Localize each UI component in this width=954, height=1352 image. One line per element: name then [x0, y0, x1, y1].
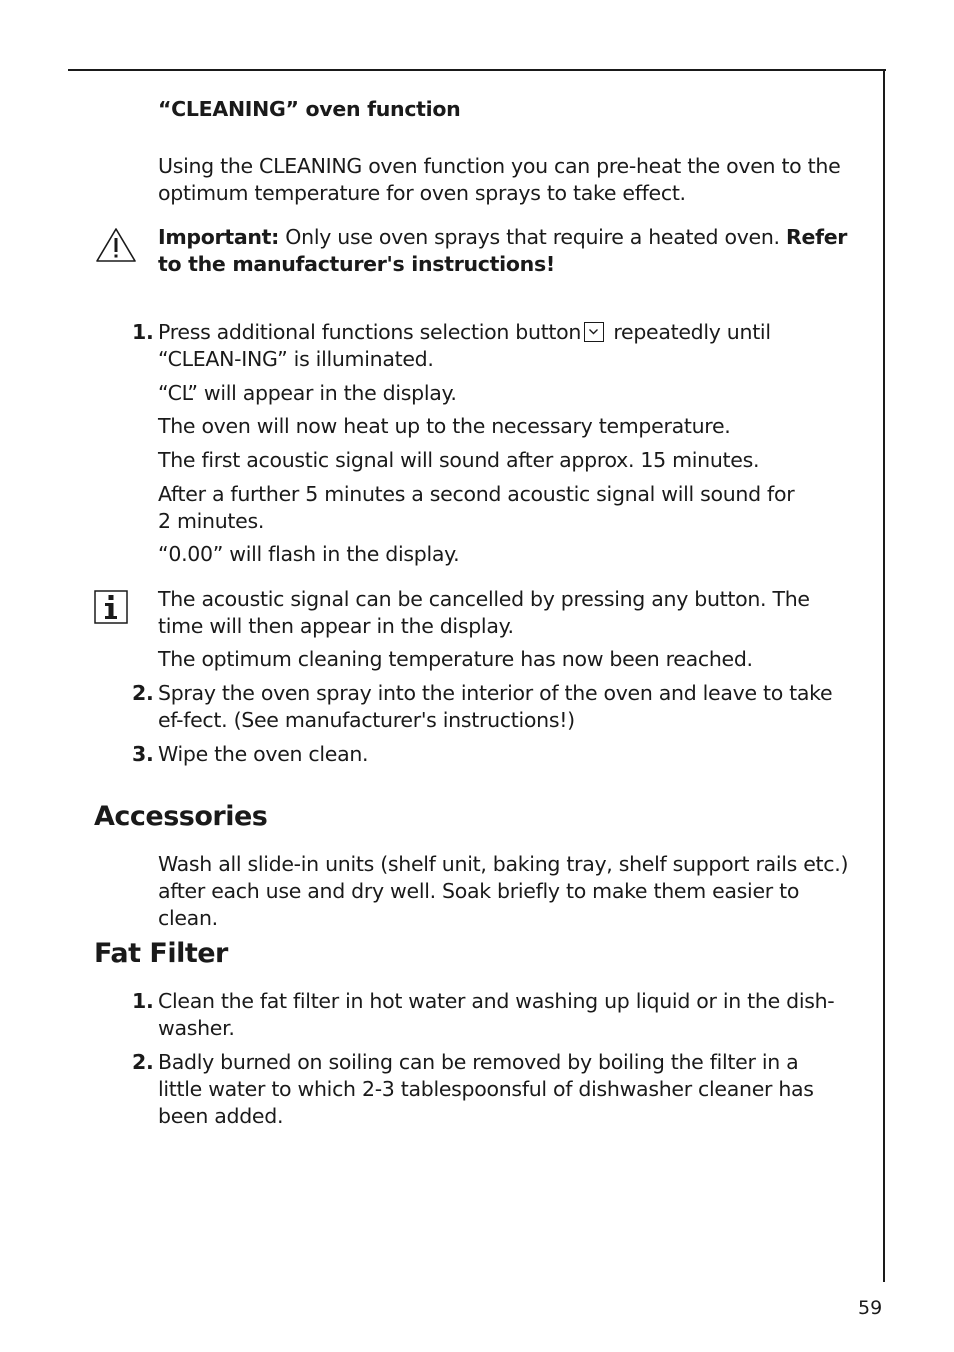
- warning-bold: Refer to the manufacturer's instructions!: [158, 225, 848, 276]
- step1-line6: “0.00” will flash in the display.: [158, 542, 460, 566]
- step1-line2: “CL” will appear in the display.: [158, 381, 457, 405]
- warning-text: Only use oven sprays that require a heated oven.: [279, 225, 786, 249]
- chevron-down-icon: [584, 322, 604, 342]
- info-line2: The optimum cleaning temperature has now been reached.: [158, 647, 753, 671]
- warning-label: Important:: [158, 225, 280, 249]
- page-number: 59: [858, 1297, 883, 1319]
- step1-line4: The first acoustic signal will sound after approx. 15 minutes.: [158, 448, 760, 472]
- top-rule: [68, 69, 886, 71]
- fat-filter-step2: Badly burned on soiling can be removed by boiling the filter in a little water to which 2-3 tablespoonsful of dishwasher cleaner has been added.: [158, 1050, 814, 1128]
- cleaning-title: “CLEANING” oven function: [158, 97, 461, 121]
- step2-text: Spray the oven spray into the interior of the oven and leave to take ef-fect. (See manufacturer's instructions!): [158, 681, 833, 732]
- step1-line3: The oven will now heat up to the necessary temperature.: [158, 414, 731, 438]
- step1-text-b: repeatedly until “CLEAN-ING” is illuminated.: [158, 320, 771, 371]
- step1-text-a: Press additional functions selection button: [158, 320, 582, 344]
- step-number: 1.: [132, 989, 154, 1013]
- step1-text: [158, 319, 860, 373]
- step-number: 2.: [132, 681, 154, 705]
- step3-text: Wipe the oven clean.: [158, 742, 369, 766]
- warning-triangle-icon: [94, 226, 138, 264]
- fat-filter-step1: Clean the fat filter in hot water and washing up liquid or in the dish-washer.: [158, 989, 835, 1040]
- accessories-heading: Accessories: [94, 801, 268, 832]
- info-icon: [94, 590, 128, 624]
- fat-filter-heading: Fat Filter: [94, 938, 228, 969]
- warning-paragraph: [158, 224, 860, 278]
- step-number: 3.: [132, 742, 154, 766]
- right-rule: [883, 69, 885, 1282]
- accessories-text: Wash all slide-in units (shelf unit, baking tray, shelf support rails etc.) after each use and dry well. Soak briefly to make them easier to clean.: [158, 852, 849, 930]
- step1-line5: After a further 5 minutes a second acoustic signal will sound for 2 minutes.: [158, 482, 795, 533]
- step-number: 1.: [132, 320, 154, 344]
- info-text: The acoustic signal can be cancelled by pressing any button. The time will then appear in the display.: [158, 587, 810, 638]
- step-number: 2.: [132, 1050, 154, 1074]
- cleaning-intro: Using the CLEANING oven function you can pre-heat the oven to the optimum temperature for oven sprays to take effect.: [158, 154, 841, 205]
